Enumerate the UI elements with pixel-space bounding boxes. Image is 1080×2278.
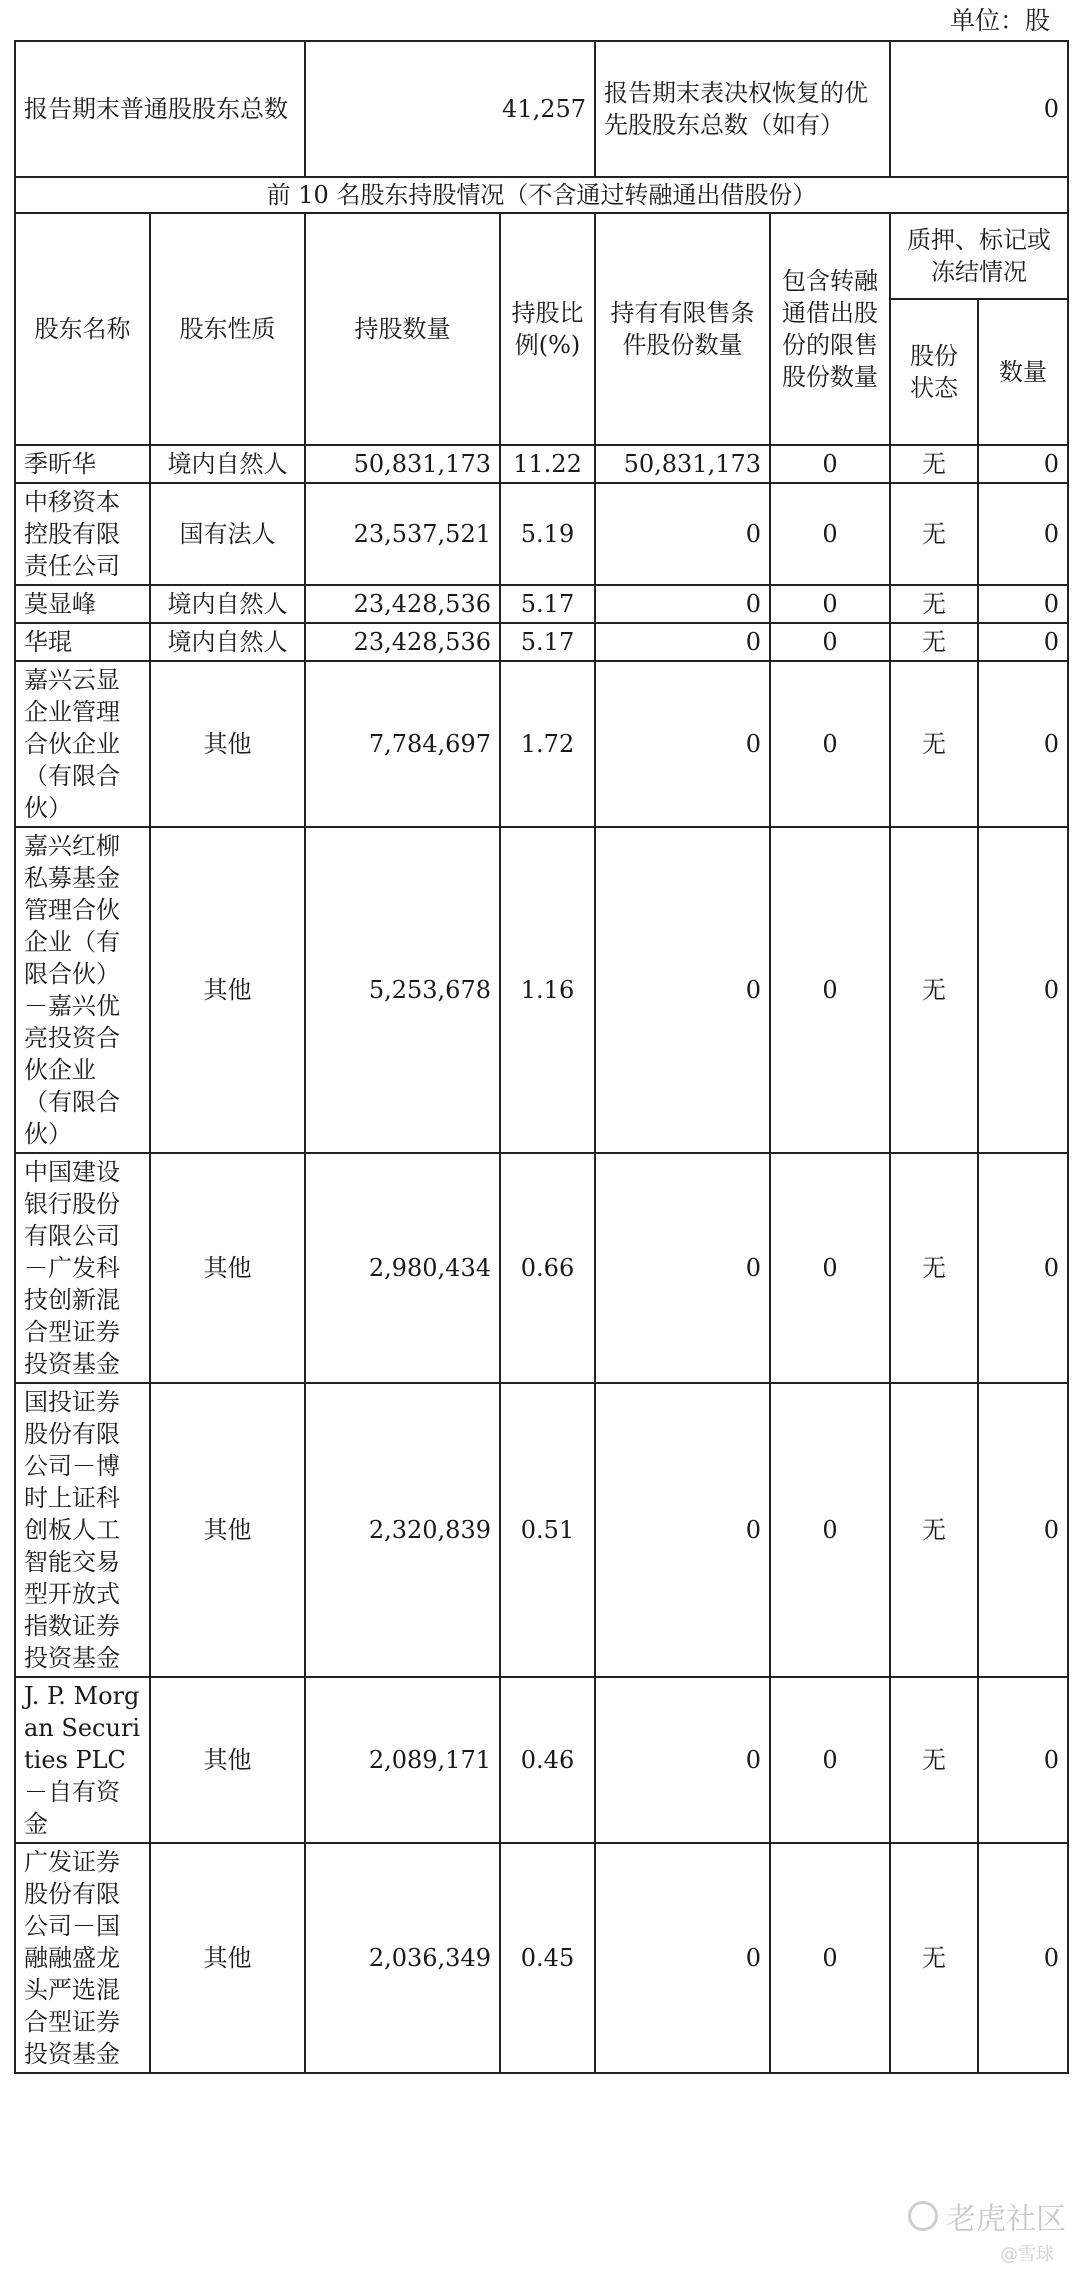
table-row	[15, 1843, 1068, 2073]
holder-nature: 境内自然人	[150, 585, 305, 623]
watermark-text: 老虎社区	[946, 2202, 1066, 2237]
pref-holders-value: 0	[890, 41, 1068, 177]
holder-restricted: 0	[595, 827, 770, 1153]
holder-name: 嘉兴红柳私募基金管理合伙企业（有限合伙）－嘉兴优亮投资合伙企业（有限合伙）	[15, 827, 150, 1153]
table-body	[15, 41, 1068, 2073]
table-row	[15, 585, 1068, 623]
holder-shares: 2,089,171	[305, 1677, 500, 1843]
holder-ratio: 1.16	[500, 827, 595, 1153]
header-row	[15, 213, 1068, 299]
holder-restricted: 0	[595, 623, 770, 661]
pledge-qty: 0	[978, 1153, 1068, 1383]
watermark-sub: @雪球	[1000, 2244, 1054, 2265]
holder-ratio: 1.72	[500, 661, 595, 827]
holder-name: 广发证券股份有限公司－国融融盛龙头严选混合型证券投资基金	[15, 1843, 150, 2073]
holder-nature: 境内自然人	[150, 445, 305, 483]
holder-lent: 0	[770, 1153, 890, 1383]
holder-name: 华琨	[15, 623, 150, 661]
table-row	[15, 1677, 1068, 1843]
holder-restricted: 0	[595, 1843, 770, 2073]
holder-name: 国投证券股份有限公司－博时上证科创板人工智能交易型开放式指数证券投资基金	[15, 1383, 150, 1677]
holder-ratio: 5.17	[500, 585, 595, 623]
holder-ratio: 0.46	[500, 1677, 595, 1843]
table-row	[15, 1153, 1068, 1383]
table-row	[15, 623, 1068, 661]
pledge-status: 无	[890, 1677, 978, 1843]
tiger-logo-icon	[908, 2201, 938, 2231]
common-holders-label: 报告期末普通股股东总数	[15, 41, 305, 177]
common-holders-value: 41,257	[305, 41, 595, 177]
holder-shares: 2,320,839	[305, 1383, 500, 1677]
pledge-status: 无	[890, 445, 978, 483]
section-title: 前 10 名股东持股情况（不含通过转融通出借股份）	[15, 177, 1068, 213]
holder-nature: 其他	[150, 1383, 305, 1677]
holder-lent: 0	[770, 445, 890, 483]
table-row	[15, 483, 1068, 585]
header-nature: 股东性质	[150, 213, 305, 445]
holder-lent: 0	[770, 1677, 890, 1843]
header-restricted: 持有有限售条件股份数量	[595, 213, 770, 445]
holder-name: 季昕华	[15, 445, 150, 483]
shareholders-table	[14, 40, 1069, 2074]
holder-name: 中国建设银行股份有限公司－广发科技创新混合型证券投资基金	[15, 1153, 150, 1383]
holder-lent: 0	[770, 483, 890, 585]
pledge-qty: 0	[978, 1383, 1068, 1677]
pref-holders-label: 报告期末表决权恢复的优先股股东总数（如有）	[595, 41, 890, 177]
holder-name: 嘉兴云显企业管理合伙企业（有限合伙）	[15, 661, 150, 827]
holder-nature: 境内自然人	[150, 623, 305, 661]
holder-lent: 0	[770, 661, 890, 827]
header-pledge-group: 质押、标记或冻结情况	[890, 213, 1068, 299]
holder-lent: 0	[770, 623, 890, 661]
holder-shares: 2,036,349	[305, 1843, 500, 2073]
holder-shares: 7,784,697	[305, 661, 500, 827]
holder-shares: 23,428,536	[305, 585, 500, 623]
header-shares: 持股数量	[305, 213, 500, 445]
pledge-qty: 0	[978, 827, 1068, 1153]
table-row	[15, 445, 1068, 483]
pledge-status: 无	[890, 1383, 978, 1677]
header-pledge-status: 股份状态	[890, 299, 978, 445]
holder-restricted: 0	[595, 1677, 770, 1843]
holder-nature: 其他	[150, 661, 305, 827]
header-pledge-qty: 数量	[978, 299, 1068, 445]
holder-shares: 23,537,521	[305, 483, 500, 585]
pledge-qty: 0	[978, 661, 1068, 827]
holder-ratio: 5.17	[500, 623, 595, 661]
holder-restricted: 0	[595, 1383, 770, 1677]
holder-restricted: 50,831,173	[595, 445, 770, 483]
holder-shares: 50,831,173	[305, 445, 500, 483]
pledge-qty: 0	[978, 445, 1068, 483]
holder-lent: 0	[770, 1383, 890, 1677]
holder-shares: 2,980,434	[305, 1153, 500, 1383]
pledge-qty: 0	[978, 1843, 1068, 2073]
holder-shares: 5,253,678	[305, 827, 500, 1153]
holder-nature: 其他	[150, 1677, 305, 1843]
holder-name: J. P. Morgan Securities PLC－自有资金	[15, 1677, 150, 1843]
holder-lent: 0	[770, 827, 890, 1153]
holder-name: 中移资本控股有限责任公司	[15, 483, 150, 585]
holder-ratio: 5.19	[500, 483, 595, 585]
pledge-status: 无	[890, 827, 978, 1153]
holder-restricted: 0	[595, 1153, 770, 1383]
header-name: 股东名称	[15, 213, 150, 445]
holder-nature: 国有法人	[150, 483, 305, 585]
holder-name: 莫显峰	[15, 585, 150, 623]
holder-nature: 其他	[150, 827, 305, 1153]
holder-ratio: 0.45	[500, 1843, 595, 2073]
pledge-status: 无	[890, 1843, 978, 2073]
section-row	[15, 177, 1068, 213]
header-ratio: 持股比例(%)	[500, 213, 595, 445]
pledge-qty: 0	[978, 483, 1068, 585]
pledge-status: 无	[890, 1153, 978, 1383]
pledge-status: 无	[890, 661, 978, 827]
pledge-status: 无	[890, 585, 978, 623]
pledge-qty: 0	[978, 585, 1068, 623]
table-row	[15, 661, 1068, 827]
holder-lent: 0	[770, 1843, 890, 2073]
watermark	[908, 2194, 1066, 2238]
unit-label: 单位：股	[949, 6, 1050, 35]
pledge-qty: 0	[978, 623, 1068, 661]
holder-ratio: 0.66	[500, 1153, 595, 1383]
holder-lent: 0	[770, 585, 890, 623]
holder-restricted: 0	[595, 585, 770, 623]
holder-restricted: 0	[595, 483, 770, 585]
holder-nature: 其他	[150, 1843, 305, 2073]
summary-row	[15, 41, 1068, 177]
holder-shares: 23,428,536	[305, 623, 500, 661]
holder-ratio: 11.22	[500, 445, 595, 483]
pledge-qty: 0	[978, 1677, 1068, 1843]
holder-ratio: 0.51	[500, 1383, 595, 1677]
holder-nature: 其他	[150, 1153, 305, 1383]
header-lent: 包含转融通借出股份的限售股份数量	[770, 213, 890, 445]
holder-restricted: 0	[595, 661, 770, 827]
pledge-status: 无	[890, 623, 978, 661]
pledge-status: 无	[890, 483, 978, 585]
table-row	[15, 1383, 1068, 1677]
table-row	[15, 827, 1068, 1153]
